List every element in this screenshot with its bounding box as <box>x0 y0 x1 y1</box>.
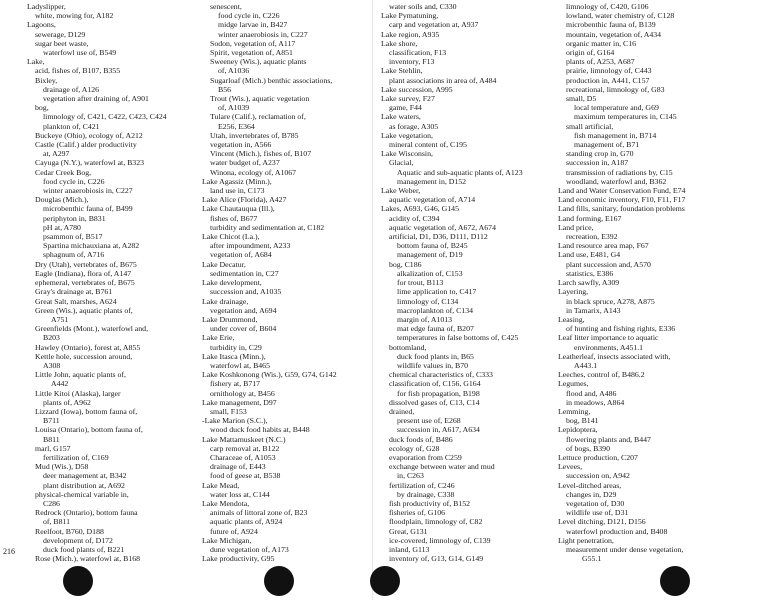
index-subentry: Cedar Creek Bog, <box>35 167 92 177</box>
index-heading: Leasing, <box>558 314 585 324</box>
index-subentry: vegetation in, A566 <box>210 140 272 150</box>
index-subentry: floodplain, limnology of, C82 <box>389 517 483 527</box>
index-subentry: wildlife use of, D31 <box>566 508 629 518</box>
index-subentry: exchange between water and mud <box>389 462 495 472</box>
index-subentry: marl, G157 <box>35 443 71 453</box>
index-subentry: limnology of, C420, G106 <box>566 2 649 11</box>
index-subentry: measurement under dense vegetation, <box>566 544 684 554</box>
index-subentry: classification, F13 <box>389 48 447 58</box>
index-subentry: fishes of, B677 <box>210 213 258 223</box>
index-subentry: mineral content of, C195 <box>389 140 467 150</box>
index-subentry: Utah, invertebrates of, B785 <box>210 130 299 140</box>
index-subentry: fishery at, B717 <box>210 379 261 389</box>
index-subentry: plant distribution at, A692 <box>43 480 125 490</box>
index-subentry: succession in, A187 <box>566 158 629 168</box>
index-subentry: winter anaerobiosis in, C227 <box>43 186 133 196</box>
index-heading: Lake Koshkonong (Wis.), G59, G74, G142 <box>202 370 337 380</box>
index-subentry: woodland, waterfowl and, B362 <box>566 176 667 186</box>
index-subentry: ephemeral, vertebrates of, B675 <box>35 278 135 288</box>
binder-hole <box>660 566 690 596</box>
index-subentry: carp removal at, B122 <box>210 443 280 453</box>
index-subentry: Rose (Mich.), waterfowl at, B168 <box>35 554 141 564</box>
index-heading: Lake Mattamuskeet (N.C.) <box>202 434 286 444</box>
index-subentry: Buckeye (Ohio), ecology of, A212 <box>35 130 143 140</box>
page-number: 216 <box>3 547 15 556</box>
index-subentry: recreational, limnology of, G83 <box>566 84 665 94</box>
index-subentry: succession on, A942 <box>566 471 630 481</box>
index-subentry: Gray's drainage at, B761 <box>35 287 113 297</box>
index-subentry: A308 <box>43 360 61 370</box>
index-subentry: Louisa (Ontario), bottom fauna of, <box>35 425 143 435</box>
index-subentry: sewerage, D129 <box>35 29 86 39</box>
index-subentry: standing crop in, G70 <box>566 149 634 159</box>
index-subentry: midge larvae in, B427 <box>218 20 288 30</box>
index-subentry: by drainage, C338 <box>397 489 455 499</box>
index-subentry: Vincent (Mich.), fishes of, B107 <box>210 149 312 159</box>
index-subentry: A442 <box>51 379 69 389</box>
page-gutter <box>372 0 373 600</box>
index-subentry: artificial, D1, D36, D111, D112 <box>389 232 488 242</box>
index-subentry: food cycle in, C226 <box>43 176 105 186</box>
index-subentry: inventory of, G13, G14, G149 <box>389 554 484 564</box>
index-heading: Lake Decatur, <box>202 259 246 269</box>
index-heading: Lake Mead, <box>202 480 240 490</box>
index-subentry: B203 <box>43 333 60 343</box>
index-subentry: drainage of, E443 <box>210 462 266 472</box>
index-subentry: aquatic plants of, A924 <box>210 517 283 527</box>
index-subentry: alkalization of, C153 <box>397 268 463 278</box>
index-subentry: plankton of, C421 <box>43 121 100 131</box>
index-subentry: statistics, E386 <box>566 268 614 278</box>
index-subentry: of, A1039 <box>218 103 250 113</box>
index-subentry: wildlife values in, B70 <box>397 360 469 370</box>
index-subentry: maximum temperatures in, C145 <box>574 112 677 122</box>
index-heading: Levees, <box>558 462 583 472</box>
index-subentry: management of, B71 <box>574 140 640 150</box>
index-heading: Leeches, control of, B486.2 <box>558 370 645 380</box>
index-subentry: succession and, A1035 <box>210 287 282 297</box>
index-subentry: small, D5 <box>566 94 597 104</box>
index-heading: Lake shore, <box>381 38 418 48</box>
index-subentry: C286 <box>43 498 60 508</box>
index-column-1 <box>27 2 197 563</box>
index-heading: Lake survey, F27 <box>381 94 435 104</box>
index-heading: Lake productivity, G95 <box>202 554 275 564</box>
index-subentry: Tulare (Calif.), reclamation of, <box>210 112 306 122</box>
index-subentry: bottom fauna of, B245 <box>397 241 468 251</box>
index-subentry: plants of, A962 <box>43 397 91 407</box>
index-heading: Level ditching, D121, D156 <box>558 517 646 527</box>
index-subentry: local temperature and, G69 <box>574 103 659 113</box>
index-subentry: A443.1 <box>574 360 598 370</box>
index-heading: Lake region, A935 <box>381 29 440 39</box>
index-heading: Lake Chicot (La.), <box>202 232 260 242</box>
index-subentry: Spartina michauxiana at, A282 <box>43 241 140 251</box>
index-subentry: B56 <box>218 84 231 94</box>
index-subentry: bottomland, <box>389 342 427 352</box>
index-subentry: water budget of, A237 <box>210 158 280 168</box>
index-subentry: production in, A441, C157 <box>566 75 650 85</box>
index-subentry: bog, <box>35 103 49 113</box>
index-subentry: plant succession and, A570 <box>566 259 651 269</box>
index-subentry: Characeae of, A1053 <box>210 452 276 462</box>
index-subentry: ecology of, G28 <box>389 443 440 453</box>
index-heading: Lake succession, A995 <box>381 84 453 94</box>
index-heading: Land economic inventory, F10, F11, F17 <box>558 195 686 205</box>
index-heading: Lake Michigan, <box>202 535 252 545</box>
index-heading: Lakes, A693, G46, G145 <box>381 204 459 214</box>
index-heading: -Lake Marion (S.C.), <box>202 416 268 426</box>
index-subentry: for fish propagation, B198 <box>397 388 480 398</box>
index-subentry: mat edge fauna of, B207 <box>397 324 474 334</box>
index-subentry: future of, A924 <box>210 526 258 536</box>
index-heading: Lake Wisconsin, <box>381 149 433 159</box>
index-subentry: microbenthic fauna of, B139 <box>566 20 656 30</box>
index-heading: Lake Pymatuning, <box>381 11 439 21</box>
index-subentry: Reelfoot, B760, D188 <box>35 526 104 536</box>
index-heading: Lake, <box>27 57 45 67</box>
index-subentry: drained, <box>389 406 415 416</box>
index-subentry: Trout (Wis.), aquatic vegetation <box>210 94 310 104</box>
index-subentry: senescent, <box>210 2 242 11</box>
index-subentry: sphagnum of, A716 <box>43 250 105 260</box>
index-subentry: limnology of, C134 <box>397 296 459 306</box>
index-subentry: of, B811 <box>43 517 70 527</box>
index-column-3 <box>381 2 571 563</box>
index-subentry: white, mowing for, A182 <box>35 11 114 21</box>
index-subentry: water loss at, C144 <box>210 489 270 499</box>
index-subentry: aquatic vegetation of, A672, A674 <box>389 222 496 232</box>
index-heading: Land fills, sanitary, foundation problems <box>558 204 685 214</box>
index-heading: Lake Chautauqua (Ill.), <box>202 204 275 214</box>
index-subentry: Sodon, vegetation of, A117 <box>210 38 296 48</box>
index-subentry: Kettle hole, succession around, <box>35 351 133 361</box>
index-subentry: Dry (Utah), vertebrates of, B675 <box>35 259 137 269</box>
index-subentry: waterfowl use of, B549 <box>43 48 117 58</box>
index-heading: Lake Stehlin, <box>381 66 423 76</box>
index-subentry: after impoundment, A233 <box>210 241 291 251</box>
binder-hole <box>63 566 93 596</box>
index-subentry: turbidity and sedimentation at, C182 <box>210 222 325 232</box>
index-subentry: Spirit, vegetation of, A851 <box>210 48 293 58</box>
index-heading: Lake Mendota, <box>202 498 250 508</box>
index-subentry: Winona, ecology of, A1067 <box>210 167 297 177</box>
index-subentry: waterfowl at, B465 <box>210 360 270 370</box>
index-subentry: Mud (Wis.), D58 <box>35 462 89 472</box>
index-subentry: environments, A451.1 <box>574 342 644 352</box>
index-subentry: pH at, A780 <box>43 222 81 232</box>
index-subentry: inland, G113 <box>389 544 430 554</box>
index-subentry: duck food plants of, B221 <box>43 544 125 554</box>
index-subentry: vegetation after draining of, A901 <box>43 94 149 104</box>
index-subentry: Bixley, <box>35 75 58 85</box>
index-subentry: aquatic vegetation of, A714 <box>389 195 476 205</box>
binder-hole <box>370 566 400 596</box>
index-subentry: fertilization of, C169 <box>43 452 109 462</box>
index-subentry: mountain, vegetation of, A434 <box>566 29 662 39</box>
index-subentry: of, A1036 <box>218 66 250 76</box>
index-subentry: animals of littoral zone of, B23 <box>210 508 308 518</box>
index-heading: Lake Alice (Florida), A427 <box>202 195 287 205</box>
index-subentry: origin of, G164 <box>566 48 615 58</box>
index-heading: Land forming, E167 <box>558 213 622 223</box>
index-subentry: Redrock (Ontario), bottom fauna <box>35 508 138 518</box>
index-subentry: game, F44 <box>389 103 422 113</box>
index-subentry: as forage, A305 <box>389 121 439 131</box>
index-subentry: turbidity in, C29 <box>210 342 262 352</box>
index-subentry: Little John, aquatic plants of, <box>35 370 126 380</box>
index-subentry: transmission of radiations by, C15 <box>566 167 673 177</box>
index-subentry: Hawley (Ontario), forest at, A855 <box>35 342 141 352</box>
index-subentry: Cayuga (N.Y.), waterfowl at, B323 <box>35 158 144 168</box>
index-subentry: Douglas (Mich.), <box>35 195 89 205</box>
index-subentry: drainage of, A126 <box>43 84 100 94</box>
index-subentry: dissolved gases of, C13, C14 <box>389 397 480 407</box>
index-subentry: psammon of, B517 <box>43 232 103 242</box>
index-subentry: organic matter in, C16 <box>566 38 637 48</box>
index-subentry: fisheries of, G106 <box>389 508 446 518</box>
index-subentry: development of, D172 <box>43 535 113 545</box>
index-subentry: present use of, E268 <box>397 416 461 426</box>
index-heading: Lake vegetation, <box>381 130 433 140</box>
index-heading: Layering, <box>558 287 589 297</box>
index-subentry: chemical characteristics of, C333 <box>389 370 493 380</box>
index-subentry: flowering plants and, B447 <box>566 434 651 444</box>
index-subentry: Glacial, <box>389 158 414 168</box>
index-subentry: recreation, E392 <box>566 232 618 242</box>
index-subentry: limnology of, C421, C422, C423, C424 <box>43 112 167 122</box>
index-heading: Lemming, <box>558 406 591 416</box>
index-heading: Land use, E481, G4 <box>558 250 621 260</box>
index-subentry: B711 <box>43 416 60 426</box>
index-subentry: duck foods of, B486 <box>389 434 453 444</box>
index-heading: Light penetration, <box>558 535 614 545</box>
index-subentry: small artificial, <box>566 121 614 131</box>
index-subentry: sugar beet waste, <box>35 38 89 48</box>
index-subentry: in, C263 <box>397 471 424 481</box>
index-heading: Lake management, D97 <box>202 397 277 407</box>
index-column-2 <box>202 2 382 563</box>
index-subentry: sedimentation in, C27 <box>210 268 279 278</box>
index-subentry: Eagle (Indiana), flora of, A147 <box>35 268 132 278</box>
index-heading: Lake development, <box>202 278 262 288</box>
index-subentry: fish productivity of, B152 <box>389 498 470 508</box>
index-subentry: E256, E364 <box>218 121 255 131</box>
index-heading: Land resource area map, F67 <box>558 241 649 251</box>
index-subentry: food of geese at, B538 <box>210 471 281 481</box>
index-subentry: Lizzard (Iowa), bottom fauna of, <box>35 406 138 416</box>
index-subentry: under cover of, B604 <box>210 324 277 334</box>
index-subentry: Sweeney (Wis.), aquatic plants <box>210 57 307 67</box>
index-subentry: macroplankton of, C134 <box>397 305 474 315</box>
index-subentry: classification of, C156, G164 <box>389 379 481 389</box>
index-subentry: lime application to, C417 <box>397 287 477 297</box>
index-subentry: of hunting and fishing rights, E336 <box>566 324 676 334</box>
index-subentry: carp and vegetation at, A937 <box>389 20 479 30</box>
index-subentry: Aquatic and sub-aquatic plants of, A123 <box>397 167 523 177</box>
index-subentry: margin of, A1013 <box>397 314 453 324</box>
index-subentry: acidity of, C394 <box>389 213 440 223</box>
index-subentry: duck food plants in, B65 <box>397 351 474 361</box>
index-heading: Lagoons, <box>27 20 56 30</box>
index-heading: Land and Water Conservation Fund, E74 <box>558 186 686 196</box>
index-heading: Lake drainage, <box>202 296 249 306</box>
index-subentry: changes in, D29 <box>566 489 617 499</box>
index-subentry: succession in, A617, A634 <box>397 425 480 435</box>
index-subentry: vegetation of, D30 <box>566 498 625 508</box>
index-subentry: food cycle in, C226 <box>218 11 280 21</box>
index-subentry: Sugarloaf (Mich.) benthic associations, <box>210 75 333 85</box>
index-subentry: ornithology at, B456 <box>210 388 275 398</box>
index-heading: Ladyslipper, <box>27 2 66 11</box>
index-subentry: dune vegetation of, A173 <box>210 544 289 554</box>
index-heading: Lettuce production, C207 <box>558 452 638 462</box>
index-subentry: plant associations in area of, A484 <box>389 75 497 85</box>
index-subentry: Green (Wis.), aquatic plants of, <box>35 305 133 315</box>
index-subentry: at, A297 <box>43 149 70 159</box>
index-subentry: bog, B141 <box>566 416 599 426</box>
index-heading: Larch sawfly, A309 <box>558 278 620 288</box>
index-subentry: management in, D152 <box>397 176 467 186</box>
index-subentry: periphyton in, B831 <box>43 213 106 223</box>
index-subentry: Little Kitoi (Alaska), larger <box>35 388 121 398</box>
index-subentry: A751 <box>51 314 69 324</box>
index-heading: Lake Drummond, <box>202 314 258 324</box>
index-subentry: deer management at, B342 <box>43 471 127 481</box>
index-subentry: wood duck food habits at, B448 <box>210 425 310 435</box>
index-subentry: Castle (Calif.) alder productivity <box>35 140 137 150</box>
index-subentry: temperatures in false bottoms of, C425 <box>397 333 519 343</box>
index-subentry: small, F153 <box>210 406 247 416</box>
index-heading: Leaf litter importance to aquatic <box>558 333 659 343</box>
index-subentry: in meadows, A864 <box>566 397 625 407</box>
index-subentry: water soils and, C330 <box>389 2 457 11</box>
index-subentry: vegetation of, A684 <box>210 250 272 260</box>
index-subentry: G55.1 <box>582 554 602 564</box>
index-subentry: Great Salt, marshes, A624 <box>35 296 117 306</box>
binder-hole <box>264 566 294 596</box>
index-heading: Lake Erie, <box>202 333 235 343</box>
index-subentry: evaporation from C259 <box>389 452 462 462</box>
index-subentry: in black spruce, A278, A875 <box>566 296 655 306</box>
index-subentry: plants of, A253, A687 <box>566 57 635 67</box>
index-subentry: in Tamarix, A143 <box>566 305 621 315</box>
index-subentry: lowland, water chemistry of, C128 <box>566 11 675 21</box>
index-heading: Leatherleaf, insects associated with, <box>558 351 671 361</box>
index-heading: Level-ditched areas, <box>558 480 622 490</box>
index-subentry: winter anaerobiosis in, C227 <box>218 29 308 39</box>
index-heading: Lepidoptera, <box>558 425 598 435</box>
index-heading: Lake waters, <box>381 112 421 122</box>
index-subentry: fertilization of, C246 <box>389 480 455 490</box>
index-subentry: inventory, F13 <box>389 57 435 67</box>
index-subentry: waterfowl production and, B408 <box>566 526 668 536</box>
index-subentry: physical-chemical variable in, <box>35 489 129 499</box>
index-subentry: management of, D19 <box>397 250 463 260</box>
index-subentry: Greenfields (Mont.), waterfowl and, <box>35 324 149 334</box>
index-heading: Lake Itasca (Minn.), <box>202 351 266 361</box>
index-subentry: ice-covered, limnology of, C139 <box>389 535 491 545</box>
index-subentry: fish management in, B714 <box>574 130 657 140</box>
index-subentry: of bogs, B390 <box>566 443 610 453</box>
index-subentry: Great, G131 <box>389 526 428 536</box>
index-subentry: B811 <box>43 434 60 444</box>
index-heading: Lake Weber, <box>381 186 421 196</box>
index-subentry: flood and, A486 <box>566 388 617 398</box>
index-heading: Land price, <box>558 222 594 232</box>
index-subentry: vegetation and, A694 <box>210 305 277 315</box>
index-subentry: for trout, B113 <box>397 278 444 288</box>
index-heading: Legumes, <box>558 379 589 389</box>
index-subentry: bog, C186 <box>389 259 422 269</box>
index-column-4 <box>558 2 773 563</box>
index-heading: Lake Agassiz (Minn.), <box>202 176 272 186</box>
index-subentry: microbenthic fauna of, B499 <box>43 204 133 214</box>
index-subentry: prairie, limnology of, C443 <box>566 66 652 76</box>
index-subentry: acid, fishes of, B107, B355 <box>35 66 121 76</box>
index-subentry: land use in, C173 <box>210 186 265 196</box>
